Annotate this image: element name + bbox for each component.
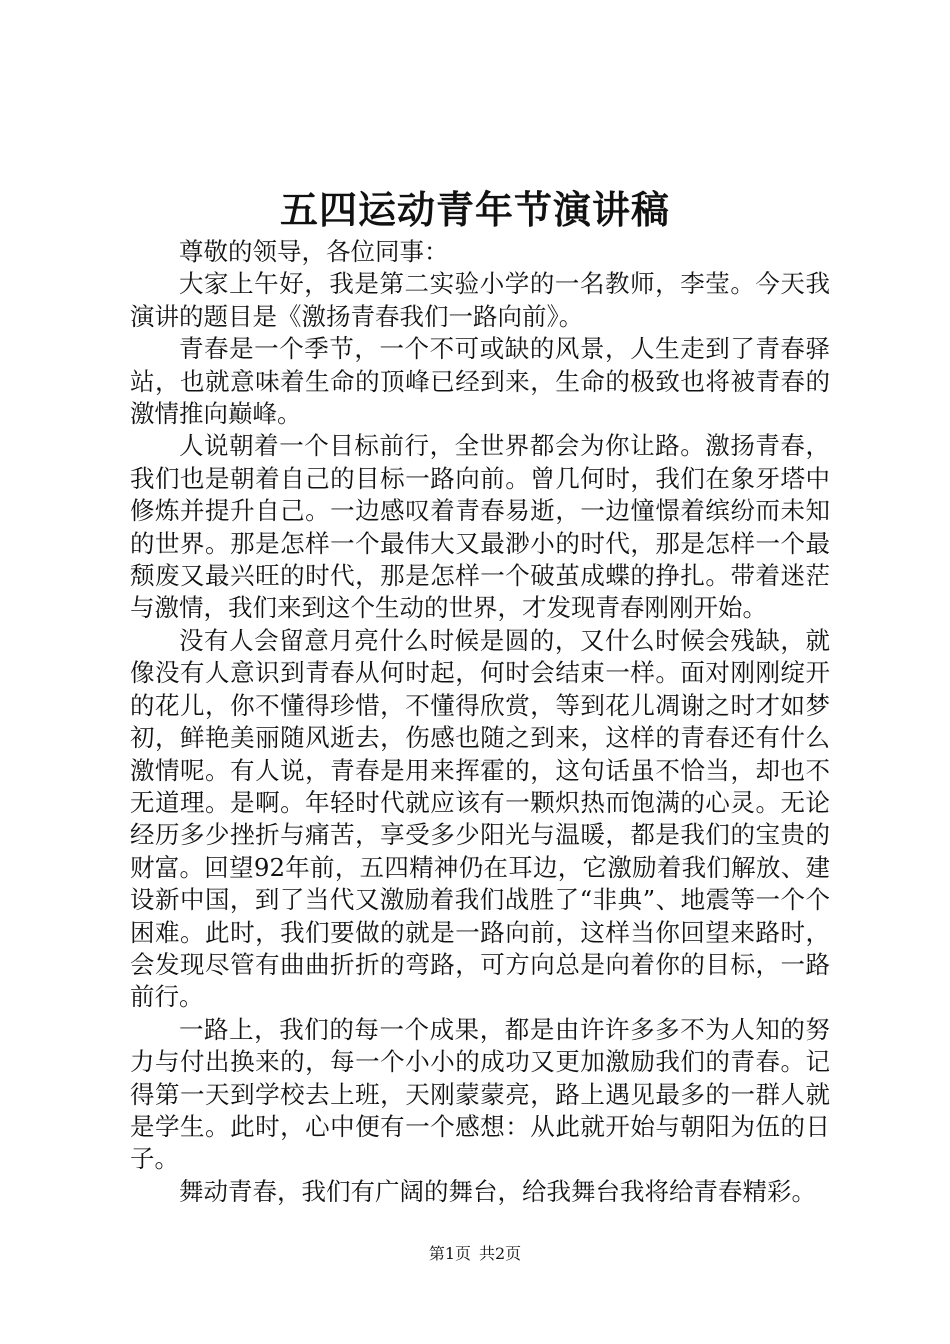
document-body: [130, 236, 830, 1208]
document-title: 五四运动青年节演讲稿: [279, 187, 670, 232]
body-paragraph: 舞动青春，我们有广阔的舞台，给我舞台我将给青春精彩。: [179, 1176, 816, 1206]
body-paragraph: 大家上午好，我是第二实验小学的一名教师，李莹。今天我演讲的题目是《激扬青春我们一路向前》。: [130, 269, 830, 331]
page-number-current: 第1页: [428, 1244, 471, 1263]
page-footer: [0, 1244, 950, 1264]
page-number-total: 共2页: [479, 1244, 522, 1263]
body-paragraph: 一路上，我们的每一个成果，都是由许许多多不为人知的努力与付出换来的，每一个小小的成功又更加激励我们的青春。记得第一天到学校去上班，天刚蒙蒙亮，路上遇见最多的一群人就是学生。此时，心中便有一个感想：从此就开始与朝阳为伍的日子。: [130, 1014, 830, 1174]
salutation-paragraph: 尊敬的领导，各位同事：: [179, 237, 449, 266]
body-paragraph: 人说朝着一个目标前行，全世界都会为你让路。激扬青春，我们也是朝着自己的目标一路向前。曾几何时，我们在象牙塔中修炼并提升自己。一边感叹着青春易逝，一边憧憬着缤纷而未知的世界。那是怎样一个最伟大又最渺小的时代，那是怎样一个最颓废又最兴旺的时代，那是怎样一个破茧成蝶的挣扎。带着迷茫与激情，我们来到这个生动的世界，才发现青春刚刚开始。: [130, 431, 830, 623]
body-paragraph: 没有人会留意月亮什么时候是圆的，又什么时候会残缺，就像没有人意识到青春从何时起，何时会结束一样。面对刚刚绽开的花儿，你不懂得珍惜，不懂得欣赏，等到花儿凋谢之时才如梦初，鲜艳美丽随风逝去，伤感也随之到来，这样的青春还有什么激情呢。有人说，青春是用来挥霍的，这句话虽不恰当，却也不无道理。是啊。年轻时代就应该有一颗炽热而饱满的心灵。无论经历多少挫折与痛苦，享受多少阳光与温暖，都是我们的宝贵的财富。回望92年前，五四精神仍在耳边，它激励着我们解放、建设新中国，到了当代又激励着我们战胜了“非典”、地震等一个个困难。此时，我们要做的就是一路向前，这样当你回望来路时，会发现尽管有曲曲折折的弯路，可方向总是向着你的目标，一路前行。: [130, 625, 830, 1012]
body-paragraph: 青春是一个季节，一个不可或缺的风景，人生走到了青春驿站，也就意味着生命的顶峰已经到来，生命的极致也将被青春的激情推向巅峰。: [130, 334, 830, 429]
